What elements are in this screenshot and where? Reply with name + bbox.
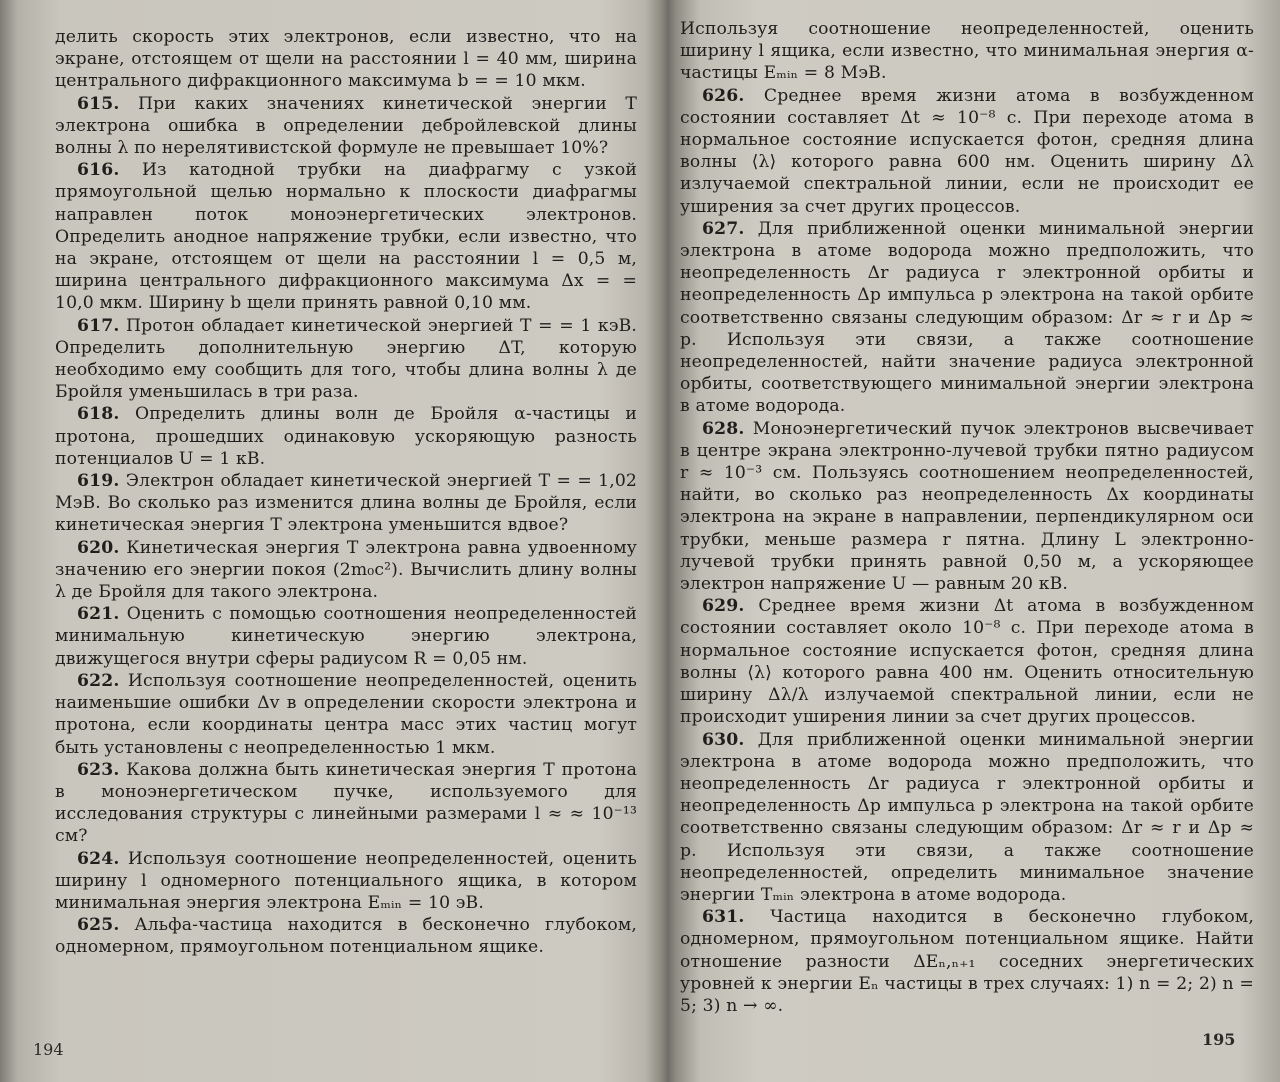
problem-number: 617. (77, 315, 120, 336)
problem-text: делить скорость этих электронов, если известно, что на экране, отстоящем от щели на расстоянии l = 40 мм, ширина центрального дифракционного максимума b = = 10 мкм. (55, 27, 637, 92)
problem-paragraph (55, 93, 637, 160)
problem-number: 619. (77, 471, 120, 492)
problem-number: 623. (77, 759, 120, 780)
problem-paragraph (55, 914, 637, 958)
problem-text: Среднее время жизни атома в возбужденном состоянии составляет Δt ≈ 10⁻⁸ с. При переходе атома в нормальное состояние испускается фотон, средняя длина волны ⟨λ⟩ которого равна 600 нм. Оценить ширину Δλ излучаемой спектральной линии, если не происходит ее уширения за счет других процессов. (680, 85, 1254, 217)
problem-number: 629. (702, 596, 745, 617)
problem-text: Для приближенной оценки минимальной энергии электрона в атоме водорода можно предположить, что неопределенность Δr радиуса r электронной орбиты и неопределенность Δp импульса p электрона на такой орбите соответственно связаны следующим образом: Δr ≈ r и Δp ≈ p. Используя эти связи, а также соотношение неопределенностей, определить минимальное значение энергии Tₘᵢₙ электрона в атоме водорода. (680, 729, 1254, 905)
problem-number: 622. (77, 670, 120, 691)
problem-paragraph (55, 670, 637, 759)
problem-paragraph (55, 537, 637, 604)
problem-text: Из катодной трубки на диафрагму с узкой прямоугольной щелью нормально к плоскости диафрагмы направлен поток моноэнергетических электронов. Определить анодное напряжение трубки, если известно, что на экране, отстоящем от щели на расстоянии l = 0,5 м, ширина центрального дифракционного максимума Δx = = 10,0 мкм. Ширину b щели принять равной 0,10 мм. (55, 160, 637, 314)
problem-paragraph (55, 470, 637, 537)
problem-paragraph (55, 848, 637, 915)
continued-paragraph (55, 26, 637, 93)
problem-text: При каких значениях кинетической энергии T электрона ошибка в определении дебройлевской длины волны λ по нерелятивистской формуле не превышает 10%? (55, 93, 637, 159)
problem-number: 621. (77, 604, 120, 625)
right-page (680, 18, 1254, 1017)
problem-text: Какова должна быть кинетическая энергия T протона в моноэнергетическом пучке, используемого для исследования структуры с линейными размерами l ≈ ≈ 10⁻¹³ см? (55, 759, 637, 847)
problem-paragraph (680, 218, 1254, 418)
problem-number: 627. (702, 218, 745, 239)
problem-text: Электрон обладает кинетической энергией T = = 1,02 МэВ. Во сколько раз изменится длина волны де Бройля, если кинетическая энергия T электрона уменьшится вдвое? (55, 471, 637, 536)
page-number-right: 195 (1202, 1030, 1236, 1049)
problem-text: Среднее время жизни Δt атома в возбужденном состоянии составляет около 10⁻⁸ с. При переходе атома в нормальное состояние испускается фотон, средняя длина волны ⟨λ⟩ которого равна 400 нм. Оценить относительную ширину Δλ/λ излучаемой спектральной линии, если не происходит уширения линии за счет других процессов. (680, 596, 1254, 728)
problem-paragraph (55, 315, 637, 404)
problem-text: Моноэнергетический пучок электронов высвечивает в центре экрана электронно-лучевой трубки пятно радиусом r ≈ 10⁻³ см. Пользуясь соотношением неопределенностей, найти, во сколько раз неопределенность Δx координаты электрона на экране в направлении, перпендикулярном оси трубки, меньше размера r пятна. Длину L электронно-лучевой трубки принять равной 0,50 м, а ускоряющее электрон напряжение U — равным 20 кВ. (680, 418, 1254, 595)
problem-number: 631. (702, 907, 745, 928)
problem-text: Для приближенной оценки минимальной энергии электрона в атоме водорода можно предположить, что неопределенность Δr радиуса r электронной орбиты и неопределенность Δp импульса p электрона на такой орбите соответственно связаны следующим образом: Δr ≈ r и Δp ≈ p. Используя эти связи, а также соотношение неопределенностей, найти значение радиуса электронной орбиты, соответствующего минимальной энергии электрона в атоме водорода. (680, 218, 1254, 417)
problem-number: 624. (77, 848, 120, 869)
problem-paragraph (680, 418, 1254, 596)
problem-text: Оценить с помощью соотношения неопределенностей минимальную кинетическую энергию электрона, движущегося внутри сферы радиусом R = 0,05 нм. (55, 604, 637, 669)
page-number-left: 194 (33, 1040, 64, 1059)
problem-number: 620. (77, 537, 120, 558)
problem-text: Кинетическая энергия T электрона равна удвоенному значению его энергии покоя (2m₀c²). Вычислить длину волны λ де Бройля для такого электрона. (55, 537, 637, 603)
problem-paragraph (680, 595, 1254, 728)
problem-paragraph (55, 159, 637, 314)
problem-number: 618. (77, 404, 120, 425)
problem-text: Используя соотношение неопределенностей, оценить ширину l одномерного потенциального ящика, в котором минимальная энергия электрона Eₘᵢₙ = 10 эВ. (55, 848, 637, 913)
problem-text: Альфа-частица находится в бесконечно глубоком, одномерном, прямоугольном потенциальном ящике. (55, 915, 637, 958)
continued-paragraph (680, 18, 1254, 85)
problem-paragraph (680, 729, 1254, 907)
problem-number: 625. (77, 915, 120, 936)
problem-text: Используя соотношение неопределенностей, оценить ширину l ящика, если известно, что минимальная энергия α-частицы Eₘᵢₙ = 8 МэВ. (680, 19, 1254, 84)
problem-paragraph (55, 603, 637, 670)
problem-text: Протон обладает кинетической энергией T = = 1 кэВ. Определить дополнительную энергию ΔT, которую необходимо ему сообщить для того, чтобы длина волны λ де Бройля уменьшилась в три раза. (55, 315, 637, 403)
problem-number: 615. (77, 93, 120, 114)
problem-text: Используя соотношение неопределенностей, оценить наименьшие ошибки Δv в определении скорости электрона и протона, если координаты центра масс этих частиц могут быть установлены с неопределенностью 1 мкм. (55, 670, 637, 758)
problem-text: Частица находится в бесконечно глубоком, одномерном, прямоугольном потенциальном ящике. Найти отношение разности ΔEₙ,ₙ₊₁ соседних энергетических уровней к энергии Eₙ частицы в трех случаях: 1) n = 2; 2) n = 5; 3) n → ∞. (680, 907, 1254, 1016)
left-page (55, 26, 637, 959)
problem-number: 630. (702, 729, 745, 750)
problem-number: 616. (77, 160, 120, 181)
problem-number: 626. (702, 85, 745, 106)
problem-text: Определить длины волн де Бройля α-частицы и протона, прошедших одинаковую ускоряющую разность потенциалов U = 1 кВ. (55, 404, 637, 469)
problem-paragraph (55, 403, 637, 470)
problem-number: 628. (702, 418, 745, 439)
problem-paragraph (55, 759, 637, 848)
problem-paragraph (680, 906, 1254, 1017)
problem-paragraph (680, 85, 1254, 218)
